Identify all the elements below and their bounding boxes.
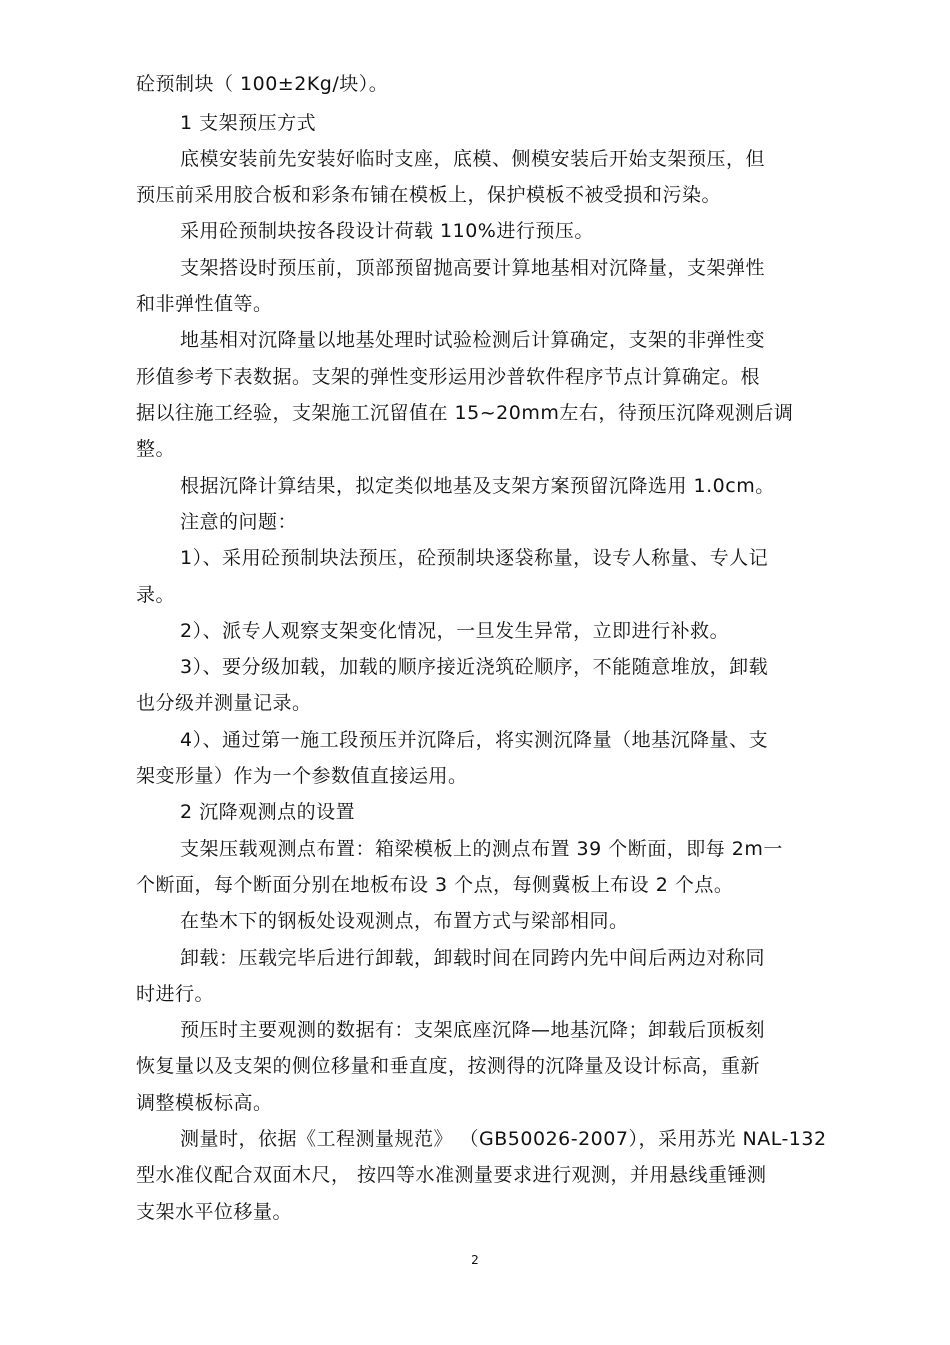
text-line: 时进行。	[136, 983, 215, 1005]
text-line: 调整模板标高。	[136, 1092, 273, 1114]
text-line: 卸载：压载完毕后进行卸载，卸载时间在同跨内先中间后两边对称同	[180, 947, 766, 969]
text-line: 形值参考下表数据。支架的弹性变形运用沙普软件程序节点计算确定。根	[136, 366, 761, 388]
text-line: 据以往施工经验，支架施工沉留值在 15~20mm左右，待预压沉降观测后调	[136, 402, 794, 424]
text-line: 在垫木下的钢板处设观测点，布置方式与梁部相同。	[180, 910, 629, 932]
text-line: 砼预制块（ 100±2Kg/块）。	[136, 73, 389, 95]
list-item: 3）、要分级加载，加载的顺序接近浇筑砼顺序，不能随意堆放，卸载	[180, 656, 769, 678]
text-line: 支架搭设时预压前，顶部预留抛高要计算地基相对沉降量，支架弹性	[180, 257, 766, 279]
text-line: 采用砼预制块按各段设计荷载 110%进行预压。	[180, 220, 594, 242]
list-item: 2）、派专人观察支架变化情况，一旦发生异常，立即进行补救。	[180, 620, 730, 642]
list-item: 4）、通过第一施工段预压并沉降后，将实测沉降量（地基沉降量、支	[180, 729, 769, 751]
section-heading: 2 沉降观测点的设置	[180, 801, 356, 823]
text-line: 底模安装前先安装好临时支座，底模、侧模安装后开始支架预压，但	[180, 148, 766, 170]
text-line: 也分级并测量记录。	[136, 692, 312, 714]
text-line: 录。	[136, 584, 176, 606]
text-line: 测量时，依据《工程测量规范》 （GB50026-2007），采用苏光 NAL-132	[180, 1128, 827, 1150]
text-line: 型水准仪配合双面木尺， 按四等水准测量要求进行观测，并用悬线重锤测	[136, 1164, 767, 1186]
text-line: 预压时主要观测的数据有：支架底座沉降—地基沉降；卸载后顶板刻	[180, 1019, 766, 1041]
text-line: 恢复量以及支架的侧位移量和垂直度，按测得的沉降量及设计标高，重新	[136, 1055, 761, 1077]
text-line: 支架水平位移量。	[136, 1201, 293, 1223]
text-line: 根据沉降计算结果，拟定类似地基及支架方案预留沉降选用 1.0cm。	[180, 475, 775, 497]
text-line: 和非弹性值等。	[136, 293, 273, 315]
section-heading: 1 支架预压方式	[180, 112, 317, 134]
text-line: 地基相对沉降量以地基处理时试验检测后计算确定，支架的非弹性变	[180, 329, 766, 351]
text-line: 架变形量）作为一个参数值直接运用。	[136, 765, 468, 787]
text-line: 注意的问题：	[180, 511, 298, 533]
page-number: 2	[471, 1253, 479, 1267]
text-line: 个断面，每个断面分别在地板布设 3 个点，每侧冀板上布设 2 个点。	[136, 874, 734, 896]
list-item: 1）、采用砼预制块法预压，砼预制块逐袋称量，设专人称量、专人记	[180, 547, 769, 569]
text-line: 预压前采用胶合板和彩条布铺在模板上，保护模板不被受损和污染。	[136, 184, 722, 206]
text-line: 支架压载观测点布置：箱梁模板上的测点布置 39 个断面，即每 2m一	[180, 838, 783, 860]
text-line: 整。	[136, 438, 176, 460]
